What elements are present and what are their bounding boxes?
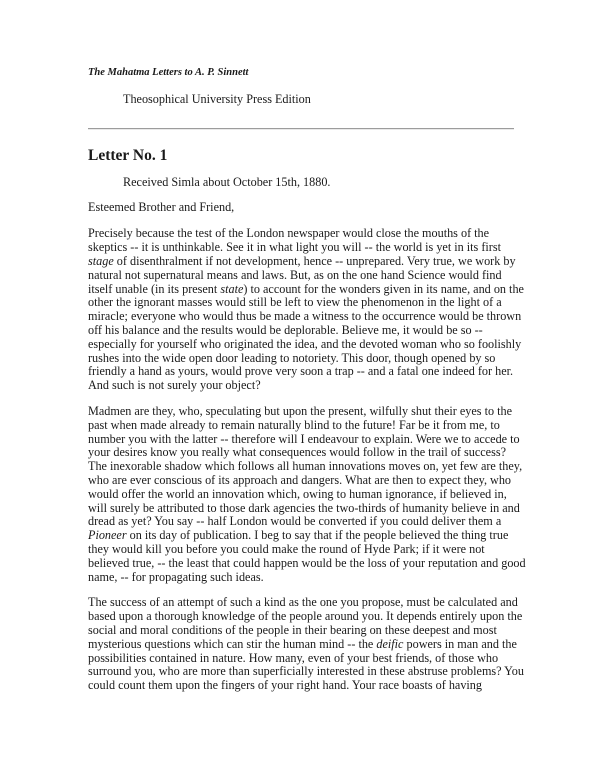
letter-paragraph: The success of an attempt of such a kind as the one you propose, must be calculated and based upon a thorough knowledge of the people around you. It depends entirely upon the social and moral conditions of the people in their bearing on these deepest and most mysterious questions which can stir the human mind -- the deific powers in man and the possibilities contained in nature. How many, even of your best friends, of those who surround you, who are more than superficially interested in these abstruse problems? You could count them upon the fingers of your right hand. Your race boasts of having bbox=[88, 595, 524, 693]
received-line: Received Simla about October 15th, 1880. bbox=[123, 174, 331, 189]
letter-paragraph: Precisely because the test of the London newspaper would close the mouths of the skeptics -- it is unthinkable. See it in what light you will -- the world is yet in its first stage of disenthralment if not development, hence -- unprepared. Very true, we work by natural not supernatural means and laws. But, as on the one hand Science would find itself unable (in its present state) to account for the wonders given in its name, and on the other the ignorant masses would still be left to view the phenomenon in the light of a miracle; everyone who would thus be made a witness to the occurrence would be thrown off his balance and the results would be deplorable. Believe me, it would be so -- especially for yourself who originated the idea, and the devoted woman who so foolishly rushes into the wide open door leading to notoriety. This door, though opened by so friendly a hand as yours, would prove very soon a trap -- and a fatal one indeed for her. And such is not surely your object? bbox=[88, 226, 524, 393]
letter-heading: Letter No. 1 bbox=[88, 146, 168, 164]
edition-line: Theosophical University Press Edition bbox=[123, 92, 311, 106]
salutation: Esteemed Brother and Friend, bbox=[88, 199, 235, 214]
letter-body bbox=[88, 227, 540, 693]
divider bbox=[88, 128, 514, 130]
book-title: The Mahatma Letters to A. P. Sinnett bbox=[88, 67, 249, 78]
letter-paragraph: Madmen are they, who, speculating but upon the present, wilfully shut their eyes to the past when made already to remain naturally blind to the future! Far be it from me, to number you with the latter -- therefore will I endeavour to explain. Were we to accede to your desires know you really what consequences would follow in the trail of success? The inexorable shadow which follows all human innovations moves on, yet few are they, who are ever conscious of its approach and dangers. What are then to expect they, who would offer the world an innovation which, owing to human ignorance, if believed in, will surely be attributed to those dark agencies the two-thirds of humanity believe in and dread as yet? You say -- half London would be converted if you could deliver them a Pioneer on its day of publication. I beg to say that if the people believed the thing true they would kill you before you could make the round of Hyde Park; if it were not believed true, -- the least that could happen would be the loss of your reputation and good name, -- for propagating such ideas. bbox=[88, 403, 526, 584]
